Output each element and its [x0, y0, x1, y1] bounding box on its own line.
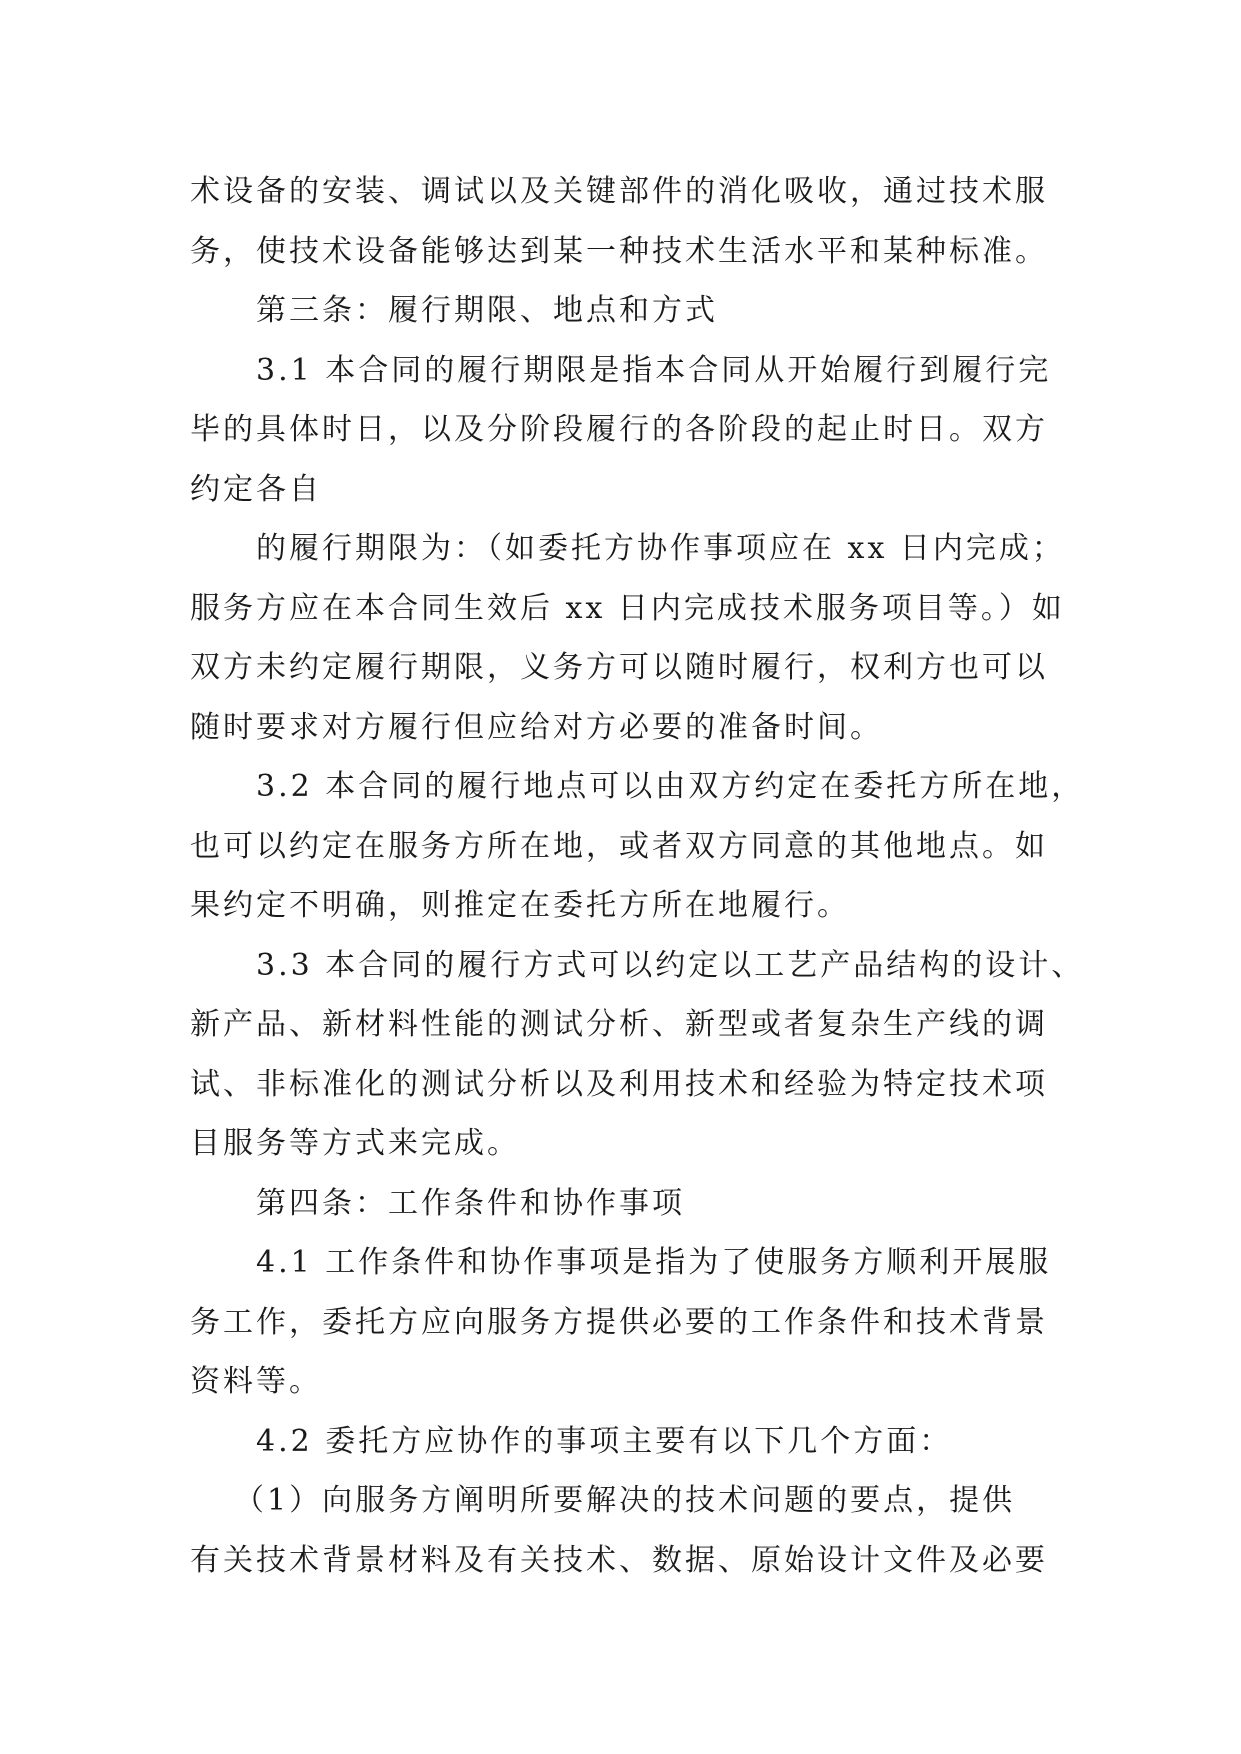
- text-line: 目服务等方式来完成。: [190, 1126, 520, 1161]
- text-line: 资料等。: [190, 1364, 322, 1399]
- text-line: 4.1 工作条件和协作事项是指为了使服务方顺利开展服: [256, 1245, 1052, 1280]
- text-line: 也可以约定在服务方所在地，或者双方同意的其他地点。如: [190, 828, 1048, 864]
- text-line: 果约定不明确，则推定在委托方所在地履行。: [190, 888, 850, 923]
- text-line: 约定各自: [190, 471, 322, 507]
- text-line: 3.2 本合同的履行地点可以由双方约定在委托方所在地，: [256, 769, 1085, 804]
- text-line: 务工作，委托方应向服务方提供必要的工作条件和技术背景: [190, 1304, 1048, 1340]
- text-line: 随时要求对方履行但应给对方必要的准备时间。: [190, 709, 883, 745]
- list-item: （1）向服务方阐明所要解决的技术问题的要点，提供: [234, 1483, 1016, 1518]
- text-line: 毕的具体时日，以及分阶段履行的各阶段的起止时日。双方: [190, 412, 1048, 447]
- text-line: 4.2 委托方应协作的事项主要有以下几个方面：: [256, 1423, 953, 1459]
- text-line: 3.3 本合同的履行方式可以约定以工艺产品结构的设计、: [256, 947, 1085, 983]
- text-line: 术设备的安装、调试以及关键部件的消化吸收，通过技术服: [190, 174, 1048, 209]
- text-line: 新产品、新材料性能的测试分析、新型或者复杂生产线的调: [190, 1007, 1048, 1042]
- text-line: 双方未约定履行期限，义务方可以随时履行，权利方也可以: [190, 650, 1048, 685]
- text-line: 3.1 本合同的履行期限是指本合同从开始履行到履行完: [256, 352, 1052, 388]
- section-heading: 第四条：工作条件和协作事项: [256, 1185, 685, 1221]
- text-line: 的履行期限为：（如委托方协作事项应在 xx 日内完成；: [256, 531, 1065, 566]
- section-heading: 第三条：履行期限、地点和方式: [256, 293, 718, 328]
- text-line: 有关技术背景材料及有关技术、数据、原始设计文件及必要: [190, 1542, 1048, 1578]
- text-line: 试、非标准化的测试分析以及利用技术和经验为特定技术项: [190, 1066, 1048, 1102]
- body-text: [190, 162, 1085, 1590]
- text-line: 务，使技术设备能够达到某一种技术生活水平和某种标准。: [190, 233, 1048, 269]
- text-line: 服务方应在本合同生效后 xx 日内完成技术服务项目等。）如: [190, 590, 1065, 626]
